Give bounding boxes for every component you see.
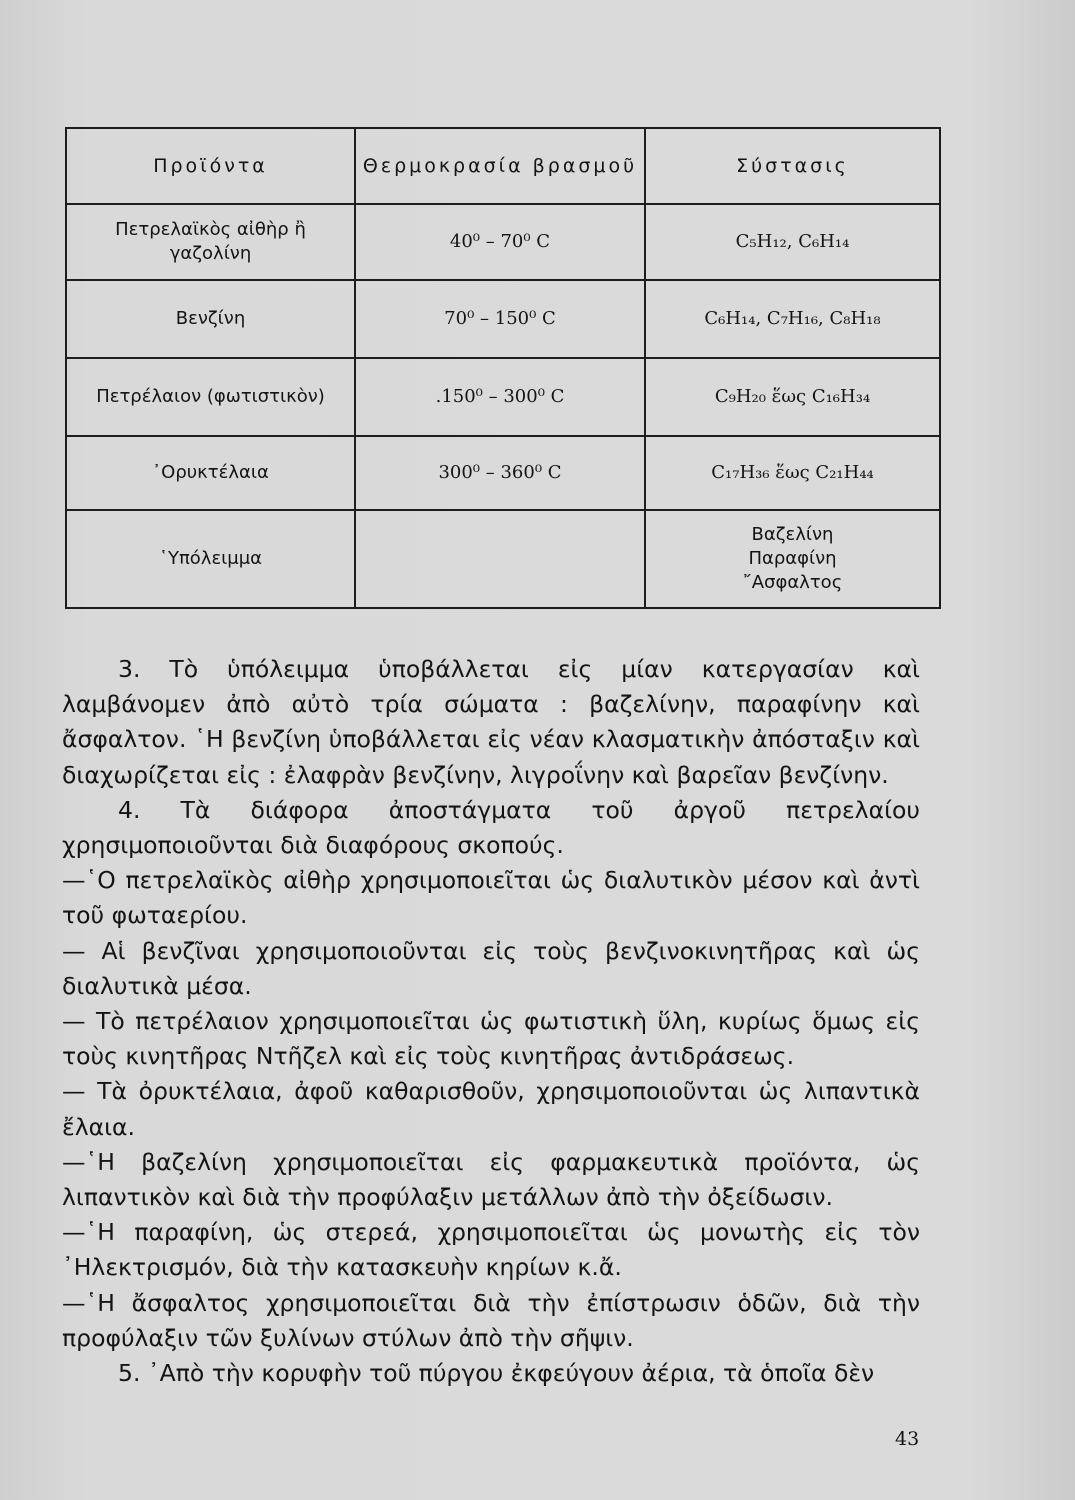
header-boiling-temperature: Θερμοκρασία βρασμοῦ bbox=[355, 128, 645, 204]
paragraph: 5. ᾿Απὸ τὴν κορυφὴν τοῦ πύργου ἐκφεύγουν ἀέρια, τὰ ὁποῖα δὲν bbox=[118, 1359, 875, 1388]
table-row bbox=[66, 436, 940, 510]
paragraph: — Αἱ βενζῖναι χρησιμοποιοῦνται εἰς τοὺς βενζινοκινητῆρας καὶ ὡς διαλυτικὰ μέσα. bbox=[62, 936, 920, 1000]
product-cell: Πετρελαϊκὸς αἰθὴρ ἢ γαζολίνη bbox=[66, 204, 355, 280]
page-number: 43 bbox=[895, 1428, 920, 1450]
product-cell: ᾿Ορυκτέλαια bbox=[66, 436, 355, 510]
composition-cell bbox=[645, 510, 940, 608]
header-composition: Σύστασις bbox=[645, 128, 940, 204]
paragraph: — Τὸ πετρέλαιον χρησιμοποιεῖται ὡς φωτιστικὴ ὕλη, κυρίως ὅμως εἰς τοὺς κινητῆρας Ντῆζελ καὶ εἰς τοὺς κινητῆρας ἀντιδράσεως. bbox=[62, 1007, 920, 1071]
composition-cell: C₆H₁₄, C₇H₁₆, C₈H₁₈ bbox=[645, 280, 940, 358]
petroleum-fractions-table bbox=[65, 127, 941, 609]
table-row bbox=[66, 358, 940, 436]
paragraph: 4. Τὰ διάφορα ἀποστάγματα τοῦ ἀργοῦ πετρελαίου χρησιμοποιοῦνται διὰ διαφόρους σκοπούς. bbox=[62, 795, 920, 860]
product-cell: Βενζίνη bbox=[66, 280, 355, 358]
paragraph: —῾Ο πετρελαϊκὸς αἰθὴρ χρησιμοποιεῖται ὡς διαλυτικὸν μέσον καὶ ἀντὶ τοῦ φωταερίου. bbox=[62, 866, 920, 930]
composition-cell: C₅H₁₂, C₆H₁₄ bbox=[645, 204, 940, 280]
composition-line: Παραφίνη bbox=[748, 548, 837, 569]
table-row bbox=[66, 204, 940, 280]
paragraph: —῾Η παραφίνη, ὡς στερεά, χρησιμοποιεῖται ὡς μονωτὴς εἰς τὸν ᾿Ηλεκτρισμόν, διὰ τὴν κατασκευὴν κηρίων κ.ἄ. bbox=[62, 1218, 920, 1282]
temperature-cell bbox=[355, 510, 645, 608]
temperature-cell: 70⁰ – 150⁰ C bbox=[355, 280, 645, 358]
temperature-cell: .150⁰ – 300⁰ C bbox=[355, 358, 645, 436]
table-header-row bbox=[66, 128, 940, 204]
paragraph: —῾Η ἄσφαλτος χρησιμοποιεῖται διὰ τὴν ἐπίστρωσιν ὁδῶν, διὰ τὴν προφύλαξιν τῶν ξυλίνων στύλων ἀπὸ τὴν σῆψιν. bbox=[62, 1288, 920, 1352]
table-row bbox=[66, 510, 940, 608]
composition-line: ῎Ασφαλτος bbox=[742, 572, 843, 593]
body-text bbox=[62, 652, 920, 1391]
product-cell: Πετρέλαιον (φωτιστικὸν) bbox=[66, 358, 355, 436]
table-row bbox=[66, 280, 940, 358]
paragraph: — Τὰ ὀρυκτέλαια, ἀφοῦ καθαρισθοῦν, χρησιμοποιοῦνται ὡς λιπαντικὰ ἔλαια. bbox=[62, 1077, 920, 1141]
temperature-cell: 40⁰ – 70⁰ C bbox=[355, 204, 645, 280]
product-cell: ῾Υπόλειμμα bbox=[66, 510, 355, 608]
header-products: Προϊόντα bbox=[66, 128, 355, 204]
composition-line: Βαζελίνη bbox=[751, 524, 834, 545]
composition-cell: C₁₇H₃₆ ἕως C₂₁H₄₄ bbox=[645, 436, 940, 510]
paragraph: 3. Τὸ ὑπόλειμμα ὑποβάλλεται εἰς μίαν κατεργασίαν καὶ λαμβάνομεν ἀπὸ αὐτὸ τρία σώματα : βαζελίνην, παραφίνην καὶ ἄσφαλτον. ῾Η βενζίνη ὑποβάλλεται εἰς νέαν κλασματικὴν ἀπόσταξιν καὶ διαχωρίζεται εἰς : ἐλαφρὰν βενζίνην, λιγροΐνην καὶ βαρεῖαν βενζίνην. bbox=[62, 655, 920, 789]
composition-cell: C₉H₂₀ ἕως C₁₆H₃₄ bbox=[645, 358, 940, 436]
temperature-cell: 300⁰ – 360⁰ C bbox=[355, 436, 645, 510]
paragraph: —῾Η βαζελίνη χρησιμοποιεῖται εἰς φαρμακευτικὰ προϊόντα, ὡς λιπαντικὸν καὶ διὰ τὴν προφύλαξιν μετάλλων ἀπὸ τὴν ὀξείδωσιν. bbox=[62, 1147, 920, 1212]
